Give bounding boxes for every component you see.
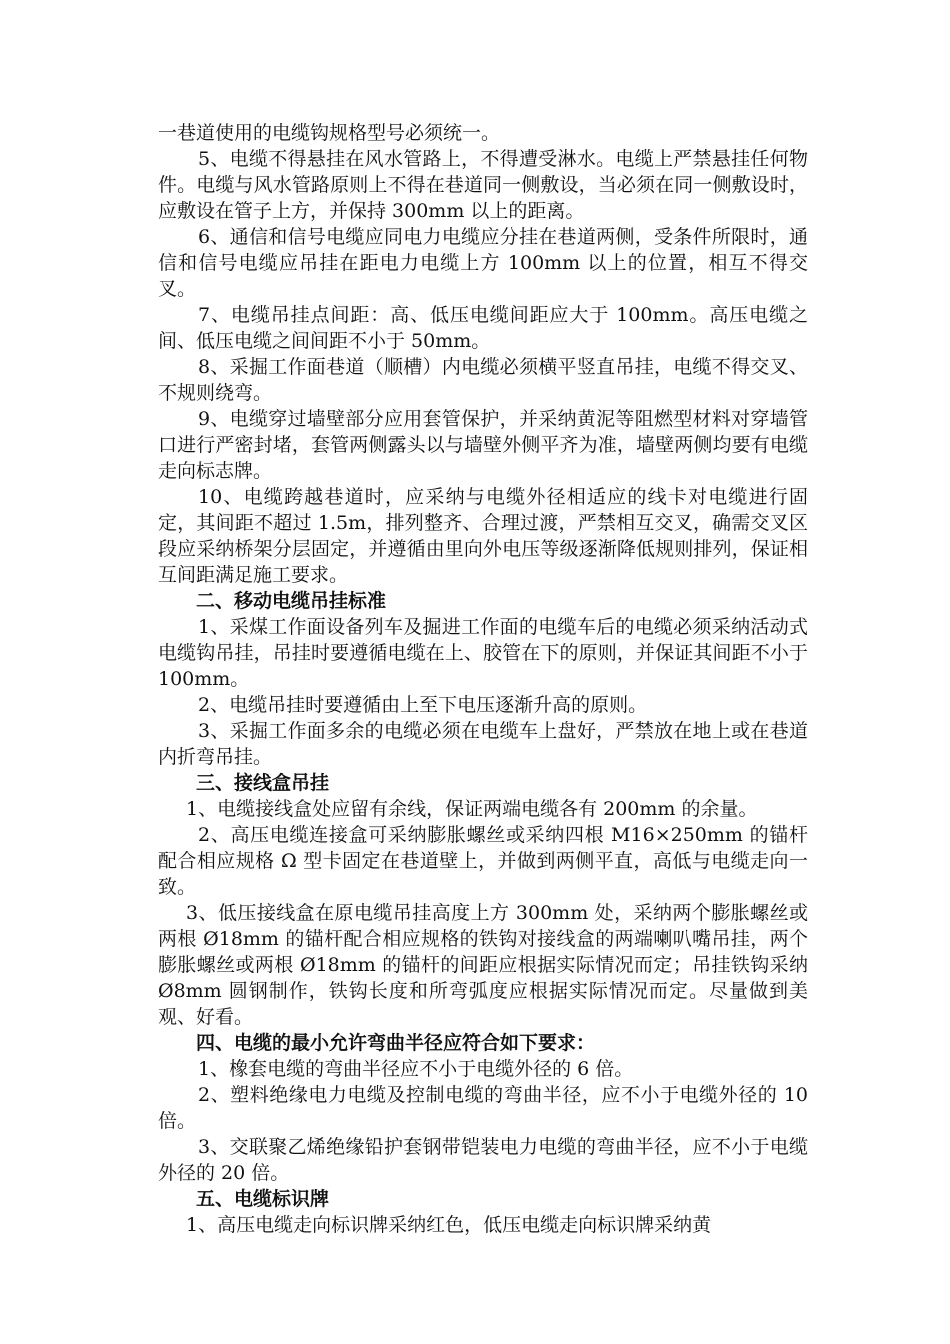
section-heading-3: 三、接线盒吊挂 [196,772,330,794]
section-3-item-2: 2、高压电缆连接盒可采纳膨胀螺丝或采纳四根 M16×250mm 的锚杆配合相应规格 Ω 型卡固定在巷道壁上，并做到两侧平直，高低与电缆走向一致。 [158,824,808,898]
section-3-item-1: 1、电缆接线盒处应留有余线，保证两端电缆各有 200mm 的余量。 [186,798,758,820]
paragraph-item-7: 7、电缆吊挂点间距：高、低压电缆间距应大于 100mm。高压电缆之间、低压电缆之间间距不小于 50mm。 [158,304,808,352]
paragraph-item-5: 5、电缆不得悬挂在风水管路上，不得遭受淋水。电缆上严禁悬挂任何物件。电缆与风水管路原则上不得在巷道同一侧敷设，当必须在同一侧敷设时，应敷设在管子上方，并保持 300mm 以上的距离。 [158,148,808,222]
section-4-item-2: 2、塑料绝缘电力电缆及控制电缆的弯曲半径，应不小于电缆外径的 10 倍。 [158,1084,808,1132]
section-3-item-3: 3、低压接线盒在原电缆吊挂高度上方 300mm 处，采纳两个膨胀螺丝或两根 Ø18mm 的锚杆配合相应规格的铁钩对接线盒的两端喇叭嘴吊挂，两个膨胀螺丝或两根 Ø18mm 的锚杆的间距应根据实际情况而定；吊挂铁钩采纳 Ø8mm 圆钢制作，铁钩长度和所弯弧度应根据实际情况而定。尽量做到美观、好看。 [158,902,808,1028]
section-4-item-3: 3、交联聚乙烯绝缘铅护套钢带铠装电力电缆的弯曲半径，应不小于电缆外径的 20 倍。 [158,1136,808,1184]
section-2-item-2: 2、电缆吊挂时要遵循由上至下电压逐渐升高的原则。 [198,694,648,716]
section-heading-2: 二、移动电缆吊挂标准 [196,590,387,612]
section-5-item-1: 1、高压电缆走向标识牌采纳红色，低压电缆走向标识牌采纳黄 [186,1214,712,1236]
section-2-item-3: 3、采掘工作面多余的电缆必须在电缆车上盘好，严禁放在地上或在巷道内折弯吊挂。 [158,720,808,768]
paragraph-item-10: 10、电缆跨越巷道时，应采纳与电缆外径相适应的线卡对电缆进行固定，其间距不超过 1.5m，排列整齐、合理过渡，严禁相互交叉，确需交叉区段应采纳桥架分层固定，并遵循由里向外电压等级逐渐降低规则排列，保证相互间距满足施工要求。 [158,486,808,586]
section-heading-4: 四、电缆的最小允许弯曲半径应符合如下要求： [196,1032,596,1054]
paragraph-item-9: 9、电缆穿过墙壁部分应用套管保护，并采纳黄泥等阻燃型材料对穿墙管口进行严密封堵，套管两侧露头以与墙壁外侧平齐为准，墙壁两侧均要有电缆走向标志牌。 [158,408,808,482]
section-4-item-1: 1、橡套电缆的弯曲半径应不小于电缆外径的 6 倍。 [198,1058,634,1080]
section-heading-5: 五、电缆标识牌 [196,1188,330,1210]
paragraph-1: 一巷道使用的电缆钩规格型号必须统一。 [158,122,501,144]
section-2-item-1: 1、采煤工作面设备列车及掘进工作面的电缆车后的电缆必须采纳活动式电缆钩吊挂，吊挂时要遵循电缆在上、胶管在下的原则，并保证其间距不小于 100mm。 [158,616,808,690]
document-page [158,120,808,1238]
paragraph-item-6: 6、通信和信号电缆应同电力电缆应分挂在巷道两侧，受条件所限时，通信和信号电缆应吊挂在距电力电缆上方 100mm 以上的位置，相互不得交叉。 [158,226,808,300]
paragraph-item-8: 8、采掘工作面巷道（顺槽）内电缆必须横平竖直吊挂，电缆不得交叉、不规则绕弯。 [158,356,808,404]
